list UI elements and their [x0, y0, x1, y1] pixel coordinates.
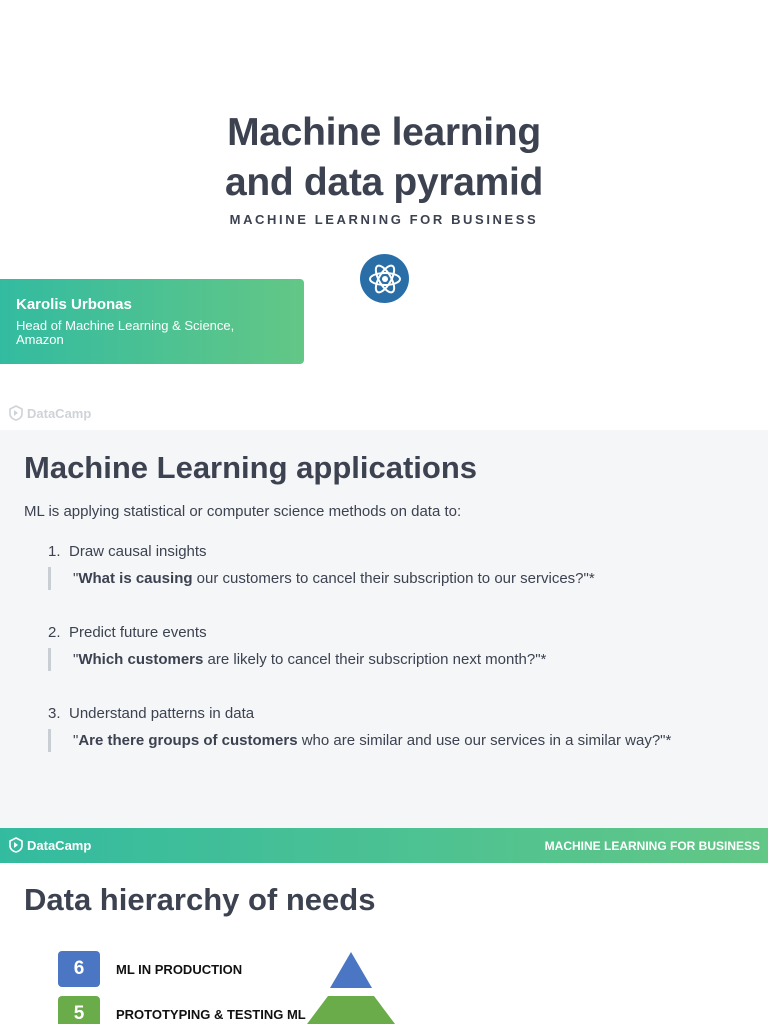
- hierarchy-level-6: [58, 951, 242, 987]
- title-slide: [0, 0, 768, 430]
- pyramid-tier-5: [307, 996, 395, 1024]
- hierarchy-level-5: [58, 996, 306, 1024]
- list-number: 1.: [48, 543, 61, 560]
- title-line-2: and data pyramid: [224, 161, 544, 204]
- list-number: 3.: [48, 705, 61, 722]
- list-label: Predict future events: [69, 624, 207, 641]
- quote-open: ": [73, 651, 79, 668]
- datacamp-watermark-text: DataCamp: [27, 405, 92, 421]
- datacamp-logo-icon: [8, 405, 24, 421]
- hierarchy-slide: [0, 828, 768, 1024]
- title-line-1: Machine learning: [227, 111, 541, 154]
- applications-slide: [0, 430, 768, 828]
- quote-open: ": [73, 732, 79, 749]
- list-number: 2.: [48, 624, 61, 641]
- slide-title: Machine Learning applications: [24, 450, 478, 485]
- datacamp-logo: [8, 837, 91, 853]
- author-name: Karolis Urbonas: [16, 296, 132, 313]
- data-pyramid: [300, 948, 400, 1024]
- level-number-badge: 6: [58, 951, 100, 987]
- datacamp-logo-text: DataCamp: [27, 837, 92, 853]
- banner-course-title: MACHINE LEARNING FOR BUSINESS: [544, 839, 760, 853]
- example-quote: [48, 567, 595, 590]
- datacamp-logo-icon: [8, 837, 24, 853]
- quote-bold: Are there groups of customers: [78, 732, 298, 749]
- pyramid-tier-6: [330, 952, 372, 988]
- quote-rest: our customers to cancel their subscription to our services?"*: [192, 570, 595, 587]
- datacamp-watermark: [8, 405, 91, 421]
- course-banner: [0, 828, 768, 863]
- example-quote: [48, 648, 546, 671]
- quote-bold: Which customers: [78, 651, 204, 668]
- slide-title: [0, 108, 768, 208]
- list-label: Draw causal insights: [69, 543, 207, 560]
- quote-open: ": [73, 570, 79, 587]
- author-card: [0, 279, 304, 364]
- quote-bold: What is causing: [78, 570, 193, 587]
- quote-rest: are likely to cancel their subscription next month?"*: [203, 651, 547, 668]
- quote-rest: who are similar and use our services in a similar way?"*: [297, 732, 672, 749]
- course-subtitle: MACHINE LEARNING FOR BUSINESS: [229, 212, 539, 227]
- level-label: PROTOTYPING & TESTING ML: [116, 1006, 306, 1022]
- slide-title: Data hierarchy of needs: [24, 882, 376, 917]
- level-label: ML IN PRODUCTION: [116, 961, 243, 977]
- intro-text: ML is applying statistical or computer science methods on data to:: [24, 503, 462, 520]
- author-role: Head of Machine Learning & Science, Amazon: [16, 318, 235, 347]
- level-number-badge: 5: [58, 996, 100, 1024]
- list-label: Understand patterns in data: [69, 705, 255, 722]
- example-quote: [48, 729, 671, 752]
- atom-icon: [360, 254, 409, 303]
